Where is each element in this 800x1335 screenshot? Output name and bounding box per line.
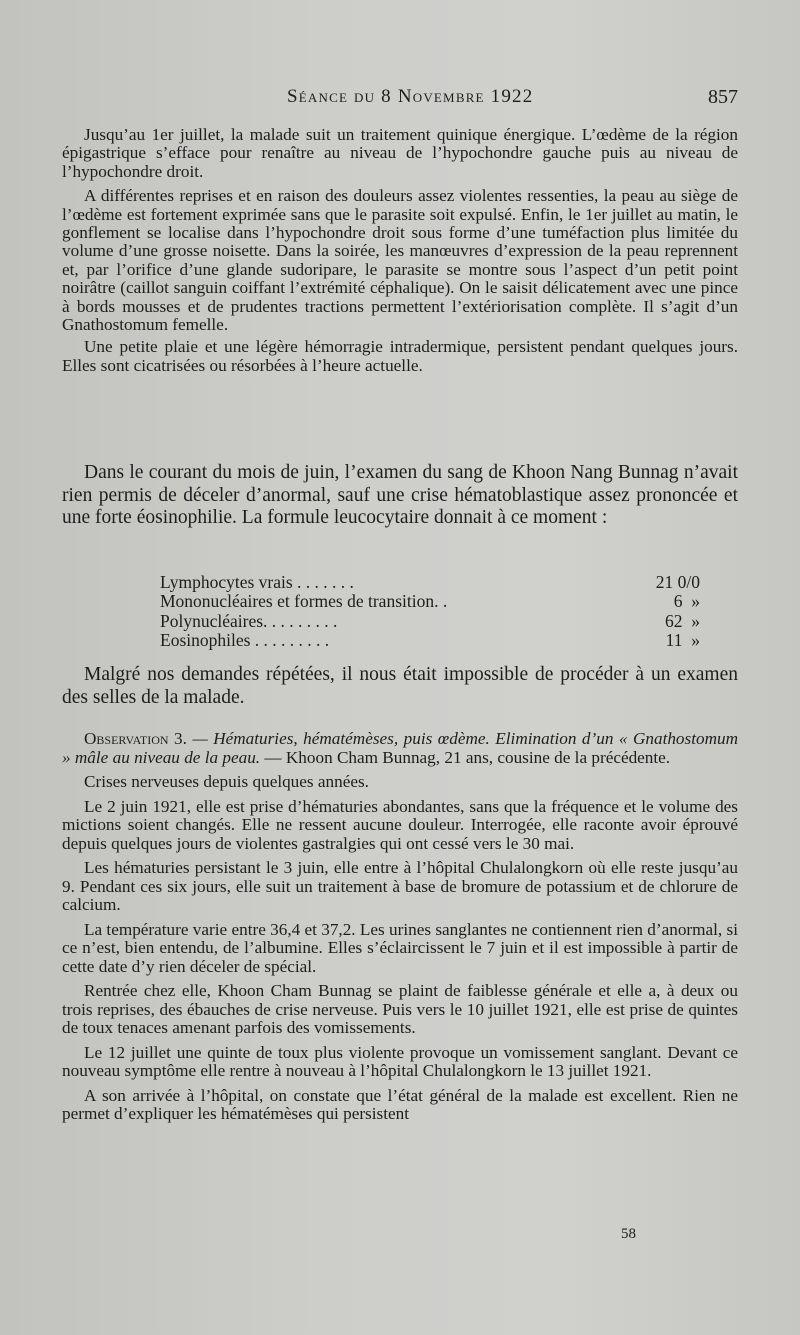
observation-title: — Hématuries, hématémèses, puis œdème. Elimination d’un « Gnathostomum » mâle au niveau de la peau. [62,729,739,767]
formula-label: Polynucléaires. . . . . . . . . [160,610,338,631]
paragraph: Rentrée chez elle, Khoon Cham Bunnag se plaint de faiblesse générale et elle a, à deux ou trois reprises, des ébauches de crise nerveuse. Puis vers le 10 juillet 1921, elle est prise de quintes de toux tenaces amenant parfois des vomissements. [62,981,738,1037]
formula-value: 62 » [665,610,700,631]
observation-label: Observation 3. [84,729,187,748]
paragraph: Une petite plaie et une légère hémorragie intradermique, persistent pendant quelques jours. Elles sont cicatrisées ou résorbées à l’heure actuelle. [62,337,738,375]
observation-patient: — Khoon Cham Bunnag, 21 ans, cousine de la précédente. [264,747,671,767]
page-header [0,86,800,116]
section-blood-exam [62,462,738,530]
formula-value: 21 0/0 [655,572,700,592]
paragraph: Le 2 juin 1921, elle est prise d’hématuries abondantes, sans que la fréquence et le volume des mictions soient changés. Elle ne ressent aucune douleur. Interrogée, elle raconte avoir éprouvé depuis quelques jours de violentes gastralgies qui ont cessé vers le 30 mai. [62,796,738,853]
formula-row [160,612,700,631]
formula-row [160,592,700,611]
formula-row [160,631,700,650]
section-case-continuation [62,126,738,381]
paragraph: A son arrivée à l’hôpital, on constate que l’état général de la malade est excellent. Rien ne permet d’expliquer les hématémèses qui persistent [62,1085,738,1123]
paragraph: Malgré nos demandes répétées, il nous était impossible de procéder à un examen des selles de la malade. [62,664,738,708]
formula-value: 6 » [673,591,700,612]
paragraph: Le 12 juillet une quinte de toux plus violente provoque un vomissement sanglant. Devant ce nouveau symptôme elle rentre à nouveau à l’hôpital Chulalongkorn le 13 juillet 1921. [62,1042,738,1080]
formula-label: Lymphocytes vrais . . . . . . . [160,572,354,592]
paragraph: Dans le courant du mois de juin, l’examen du sang de Khoon Nang Bunnag n’avait rien permis de déceler d’anormal, sauf une crise hématoblastique assez prononcée et une forte éosinophilie. La formule leucocytaire donnait à ce moment : [62,462,738,528]
leukocyte-formula-table [160,573,700,651]
formula-value: 11 » [665,630,700,651]
section-stool-note [62,664,738,709]
section-observation-3 [62,730,738,1130]
formula-row [160,573,700,592]
paragraph: Crises nerveuses depuis quelques années. [84,772,369,791]
paragraph: A différentes reprises et en raison des douleurs assez violentes ressenties, la peau au siège de l’œdème est fortement exprimée sans que le parasite soit expulsé. Enfin, le 1er juillet au matin, le gonflement se localise dans l’hypochondre droit sous forme d’une tuméfaction plus limitée du volume d’une grosse noisette. Dans la soirée, les manœuvres d’expression de la peau reprennent et, par l’orifice d’une glande sudoripare, le parasite se montre sous l’aspect d’un petit point noirâtre (caillot sanguin coiffant l’extrémité céphalique). On le saisit délicatement avec une pince à bords mousses et de prudentes tractions permettent l’extériorisation complète. Il s’agit d’un Gnathostomum femelle. [62,186,738,335]
observation-heading [62,730,738,767]
signature-mark: 58 [621,1226,636,1242]
paragraph: Les hématuries persistant le 3 juin, elle entre à l’hôpital Chulalongkorn où elle reste jusqu’au 9. Pendant ces six jours, elle suit un traitement à base de bromure de potassium et de chlorure de calcium. [62,858,738,914]
formula-label: Eosinophiles . . . . . . . . . [160,630,330,651]
formula-label: Mononucléaires et formes de transition. . [160,591,448,612]
paragraph: Jusqu’au 1er juillet, la malade suit un traitement quinique énergique. L’œdème de la région épigastrique s’efface pour renaître au niveau de l’hypochondre gauche puis au niveau de l’hypochondre droit. [62,125,738,181]
paragraph: La température varie entre 36,4 et 37,2. Les urines sanglantes ne contiennent rien d’anormal, si ce n’est, bien entendu, de l’albumine. Elles s’éclaircissent le 7 juin et il est impossible à partir de cette date d’y rien déceler de spécial. [62,919,738,976]
running-title: Séance du 8 Novembre 1922 [287,86,534,107]
page-number: 857 [708,86,738,108]
